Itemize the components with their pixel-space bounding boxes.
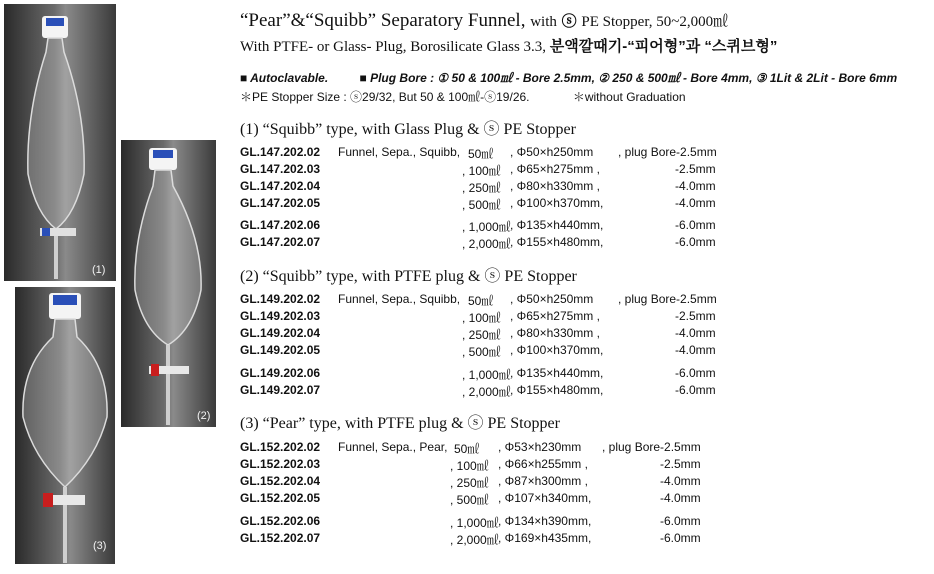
bore: , plug Bore-2.5mm (602, 440, 701, 454)
catalog-code: GL.147.202.03 (240, 162, 321, 176)
subtitle-korean: 분액깔때기-“피어형”과 “스퀴브형” (549, 38, 778, 55)
bore: -4.0mm (675, 196, 716, 210)
catalog-code: GL.147.202.06 (240, 218, 321, 232)
product-desc: Funnel, Sepa., Pear, (338, 440, 448, 454)
dimensions: , Φ65×h275mm , (510, 162, 600, 176)
product-desc: Funnel, Sepa., Squibb, (338, 292, 461, 306)
catalog-code: GL.152.202.04 (240, 474, 321, 488)
stopper-symbol-icon: ⓢ (561, 14, 577, 30)
volume: , 100㎖ (462, 311, 501, 325)
volume: , 500㎖ (462, 198, 501, 212)
volume: 50㎖ (468, 147, 494, 161)
dimensions: , Φ50×h250mm (510, 292, 594, 306)
stopper-size-note: ＊PE Stopper Size : ⓢ29/32, But 50 & 100㎖-ⓢ19/26. (240, 90, 530, 104)
catalog-code: GL.152.202.06 (240, 514, 321, 528)
dimensions: , Φ80×h330mm , (510, 179, 600, 193)
bore: , plug Bore-2.5mm (618, 145, 717, 159)
title-tail: PE Stopper, 50~2,000㎖ (581, 14, 729, 30)
separatory-funnel-image (121, 140, 216, 427)
catalog-code: GL.152.202.02 (240, 440, 321, 454)
autoclave-note: ■ Autoclavable. (240, 71, 329, 85)
bore: -6.0mm (660, 531, 701, 545)
dimensions: , Φ155×h480mm, (510, 235, 604, 249)
dimensions: , Φ66×h255mm , (498, 457, 588, 471)
catalog-code: GL.149.202.03 (240, 309, 321, 323)
bore: -6.0mm (675, 218, 716, 232)
dimensions: , Φ134×h390mm, (498, 514, 592, 528)
bore: -4.0mm (675, 179, 716, 193)
photo-squibb-glass-plug (4, 4, 116, 281)
catalog-code: GL.147.202.04 (240, 179, 321, 193)
volume: , 100㎖ (462, 164, 501, 178)
bore: -6.0mm (675, 366, 716, 380)
dimensions: , Φ135×h440mm, (510, 218, 604, 232)
catalog-code: GL.152.202.07 (240, 531, 321, 545)
dimensions: , Φ155×h480mm, (510, 383, 604, 397)
photo-pear-ptfe-plug (15, 287, 115, 564)
subtitle-text: With PTFE- or Glass- Plug, Borosilicate Glass 3.3, (240, 39, 547, 55)
bore: -4.0mm (675, 343, 716, 357)
dimensions: , Φ87×h300mm , (498, 474, 588, 488)
volume: , 250㎖ (462, 328, 501, 342)
title-with: with (530, 14, 557, 30)
bore: -2.5mm (660, 457, 701, 471)
bore: , plug Bore-2.5mm (618, 292, 717, 306)
separatory-funnel-image (15, 287, 115, 564)
catalog-code: GL.152.202.03 (240, 457, 321, 471)
volume: , 1,000㎖ (462, 220, 511, 234)
dimensions: , Φ80×h330mm , (510, 326, 600, 340)
dimensions: , Φ50×h250mm (510, 145, 594, 159)
volume: , 2,000㎖ (462, 385, 511, 399)
graduation-note: ＊without Graduation (572, 90, 686, 104)
volume: , 2,000㎖ (450, 533, 499, 547)
dimensions: , Φ107×h340mm, (498, 491, 592, 505)
photo-label: (1) (92, 264, 106, 276)
catalog-code: GL.149.202.04 (240, 326, 321, 340)
volume: , 500㎖ (462, 345, 501, 359)
catalog-code: GL.152.202.05 (240, 491, 321, 505)
catalog-code: GL.147.202.07 (240, 235, 321, 249)
bore: -2.5mm (675, 162, 716, 176)
catalog-code: GL.149.202.06 (240, 366, 321, 380)
title-main: “Pear”&“Squibb” Separatory Funnel, (240, 10, 526, 31)
volume: 50㎖ (454, 442, 480, 456)
volume: , 250㎖ (462, 181, 501, 195)
bore: -2.5mm (675, 309, 716, 323)
volume: 50㎖ (468, 294, 494, 308)
volume: , 2,000㎖ (462, 237, 511, 251)
bore: -6.0mm (675, 235, 716, 249)
dimensions: , Φ100×h370mm, (510, 196, 604, 210)
bore: -4.0mm (660, 491, 701, 505)
section-heading-3: (3) “Pear” type, with PTFE plug & ⓢ PE Stopper (240, 415, 560, 432)
volume: , 250㎖ (450, 476, 489, 490)
section-heading-1: (1) “Squibb” type, with Glass Plug & ⓢ PE Stopper (240, 121, 576, 138)
photo-squibb-ptfe-plug (121, 140, 216, 427)
volume: , 100㎖ (450, 459, 489, 473)
dimensions: , Φ53×h230mm (498, 440, 582, 454)
dimensions: , Φ65×h275mm , (510, 309, 600, 323)
bore: -6.0mm (660, 514, 701, 528)
page-subtitle (240, 35, 777, 56)
notes-line-2 (240, 88, 686, 105)
volume: , 1,000㎖ (462, 368, 511, 382)
bore: -6.0mm (675, 383, 716, 397)
volume: , 500㎖ (450, 493, 489, 507)
catalog-code: GL.149.202.02 (240, 292, 321, 306)
plug-bore-note: ■ Plug Bore : ① 50 & 100㎖ - Bore 2.5mm, ② 250 & 500㎖ - Bore 4mm, ③ 1Lit & 2Lit - Bore 6mm (359, 71, 898, 85)
separatory-funnel-image (4, 4, 116, 281)
catalog-code: GL.147.202.05 (240, 196, 321, 210)
catalog-code: GL.149.202.07 (240, 383, 321, 397)
volume: , 1,000㎖ (450, 516, 499, 530)
product-desc: Funnel, Sepa., Squibb, (338, 145, 461, 159)
catalog-code: GL.147.202.02 (240, 145, 321, 159)
dimensions: , Φ135×h440mm, (510, 366, 604, 380)
photo-label: (3) (93, 540, 107, 552)
dimensions: , Φ169×h435mm, (498, 531, 592, 545)
section-heading-2: (2) “Squibb” type, with PTFE plug & ⓢ PE Stopper (240, 268, 577, 285)
photo-label: (2) (197, 410, 211, 422)
bore: -4.0mm (675, 326, 716, 340)
notes-line-1 (240, 69, 897, 86)
catalog-code: GL.149.202.05 (240, 343, 321, 357)
bore: -4.0mm (660, 474, 701, 488)
page-title (240, 10, 728, 32)
dimensions: , Φ100×h370mm, (510, 343, 604, 357)
